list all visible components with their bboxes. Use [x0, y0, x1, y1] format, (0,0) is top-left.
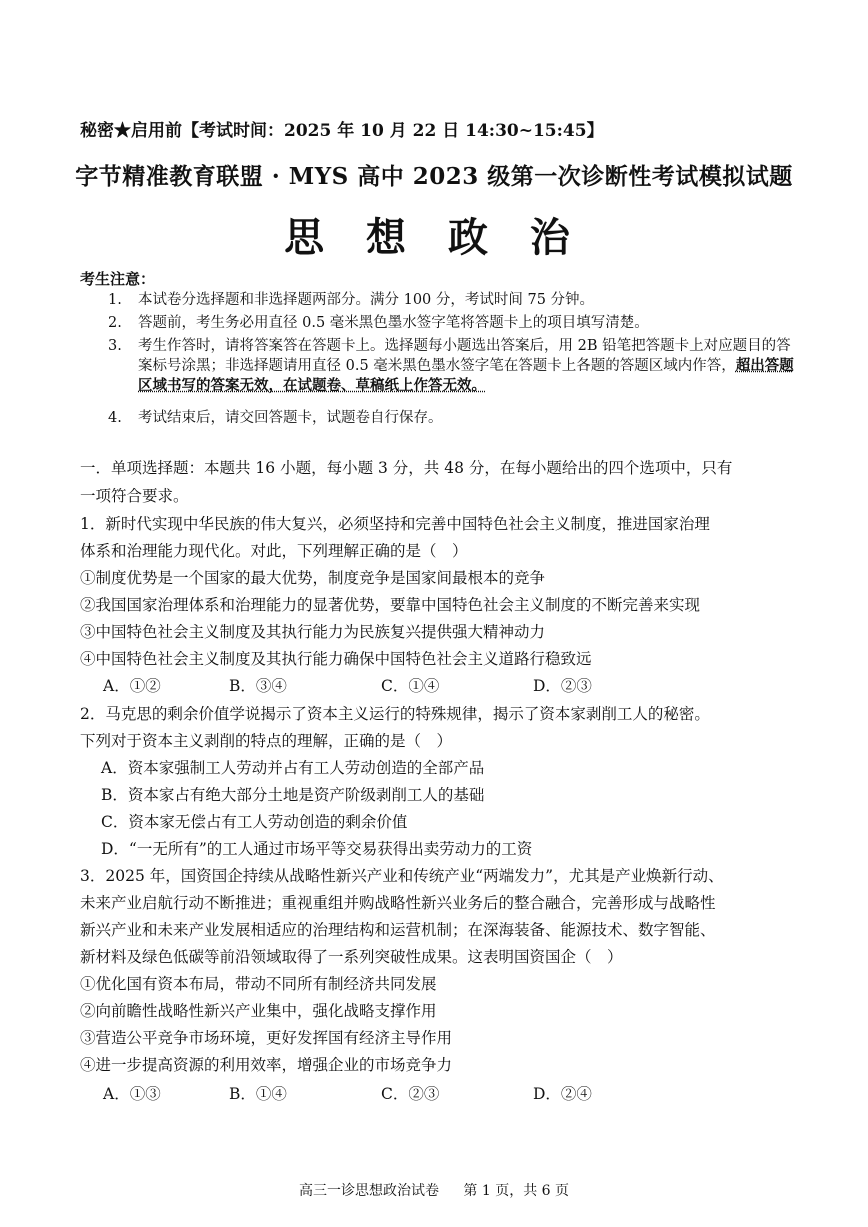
- notice-number: 2.: [108, 315, 122, 331]
- question-stem: 未来产业启航行动不断推进；重视重组并购战略性新兴业务后的整合融合，完善形成与战略性: [80, 894, 716, 912]
- section-heading: 一．单项选择题：本题共 16 小题，每小题 3 分，共 48 分，在每小题给出的四个选项中，只有: [80, 459, 733, 477]
- question-stem: 新兴产业和未来产业发展相适应的治理结构和运营机制；在深海装备、能源技术、数字智能、: [80, 921, 716, 939]
- statement-item: ④进一步提高资源的利用效率，增强企业的市场竞争力: [80, 1056, 453, 1074]
- option-a: A．①③: [103, 1085, 161, 1103]
- subject-title: 思 想 政 治: [284, 214, 584, 261]
- statement-item: ③中国特色社会主义制度及其执行能力为民族复兴提供强大精神动力: [80, 623, 546, 641]
- notice-number: 1.: [108, 292, 122, 308]
- confidential-header: 秘密★启用前【考试时间：2025 年 10 月 22 日 14:30~15:45】: [80, 121, 604, 141]
- exam-title: 字节精准教育联盟 · MYS 高中 2023 级第一次诊断性考试模拟试题: [75, 163, 793, 190]
- notice-number: 3.: [108, 338, 122, 354]
- notice-emphasis: 超出答题区域书写的答案无效，在试题卷、草稿纸上作答无效。: [138, 358, 794, 394]
- statement-item: ③营造公平竞争市场环境，更好发挥国有经济主导作用: [80, 1029, 453, 1047]
- footer-page-number: 第 1 页，共 6 页: [463, 1183, 570, 1199]
- notice-number: 4.: [108, 410, 122, 426]
- statement-item: ①优化国有资本布局，带动不同所有制经济共同发展: [80, 975, 437, 993]
- option-b: B．①④: [229, 1085, 287, 1103]
- question-stem: 2．马克思的剩余价值学说揭示了资本主义运行的特殊规律，揭示了资本家剥削工人的秘密。: [80, 705, 710, 723]
- notice-text: 本试卷分选择题和非选择题两部分。满分 100 分，考试时间 75 分钟。: [138, 292, 595, 308]
- notice-text-block: [138, 336, 798, 396]
- statement-item: ①制度优势是一个国家的最大优势，制度竞争是国家间最根本的竞争: [80, 569, 546, 587]
- notice-text: 考生作答时，请将答案答在答题卡上。选择题每小题选出答案后，用 2B 铅笔把答题卡上对应题目的答案标号涂黑；非选择题请用直径 0.5 毫米黑色墨水签字笔在答题卡上各题的答题区域内作答，: [138, 338, 791, 374]
- option-b: B．③④: [229, 677, 287, 695]
- option-d: D．②④: [533, 1085, 592, 1103]
- option-d: D．“一无所有”的工人通过市场平等交易获得出卖劳动力的工资: [101, 840, 533, 858]
- question-stem: 3．2025 年，国资国企持续从战略性新兴产业和传统产业“两端发力”，尤其是产业焕新行动、: [80, 867, 724, 885]
- statement-item: ②向前瞻性战略性新兴产业集中，强化战略支撑作用: [80, 1002, 437, 1020]
- option-c: C．②③: [381, 1085, 440, 1103]
- option-b: B．资本家占有绝大部分土地是资产阶级剥削工人的基础: [101, 786, 485, 804]
- option-c: C．资本家无偿占有工人劳动创造的剩余价值: [101, 813, 408, 831]
- question-stem: 体系和治理能力现代化。对此，下列理解正确的是（ ）: [80, 542, 468, 560]
- section-heading-cont: 一项符合要求。: [80, 487, 189, 505]
- notice-text: 考试结束后，请交回答题卡，试题卷自行保存。: [138, 410, 443, 426]
- notice-text: 答题前，考生务必用直径 0.5 毫米黑色墨水签字笔将答题卡上的项目填写清楚。: [138, 315, 649, 331]
- question-stem: 下列对于资本主义剥削的特点的理解，正确的是（ ）: [80, 732, 453, 750]
- option-c: C．①④: [381, 677, 440, 695]
- footer-paper-name: 高三一诊思想政治试卷: [298, 1183, 439, 1199]
- question-stem: 新材料及绿色低碳等前沿领域取得了一系列突破性成果。这表明国资国企（ ）: [80, 948, 623, 966]
- question-stem: 1．新时代实现中华民族的伟大复兴，必须坚持和完善中国特色社会主义制度，推进国家治理: [80, 515, 710, 533]
- statement-item: ②我国国家治理体系和治理能力的显著优势，要靠中国特色社会主义制度的不断完善来实现: [80, 596, 701, 614]
- page-footer: [0, 1180, 868, 1200]
- option-a: A．①②: [103, 677, 161, 695]
- option-a: A．资本家强制工人劳动并占有工人劳动创造的全部产品: [101, 759, 485, 777]
- option-d: D．②③: [533, 677, 592, 695]
- statement-item: ④中国特色社会主义制度及其执行能力确保中国特色社会主义道路行稳致远: [80, 650, 592, 668]
- notice-title: 考生注意：: [80, 270, 156, 288]
